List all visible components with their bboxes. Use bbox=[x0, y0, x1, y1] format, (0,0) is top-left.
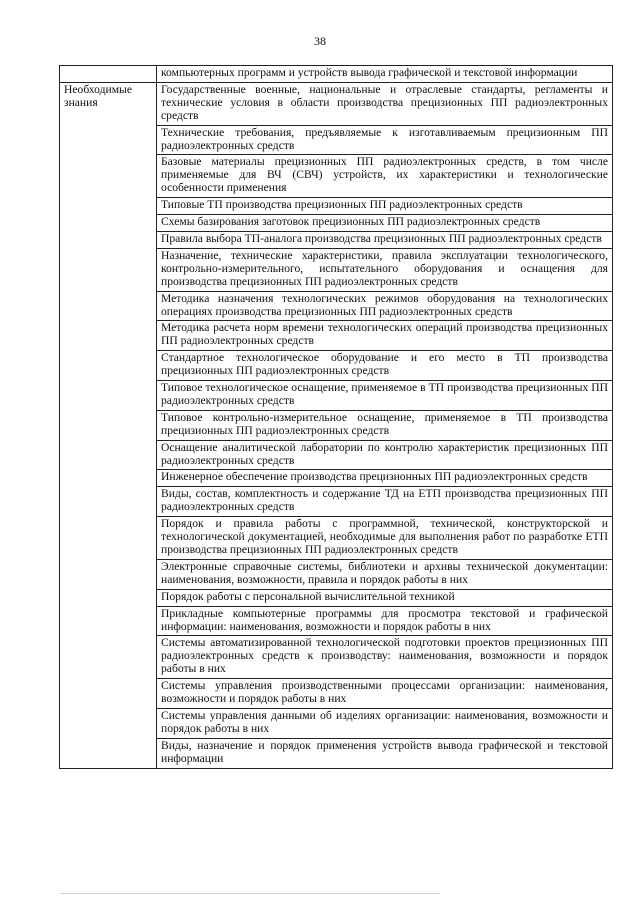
knowledge-item: Базовые материалы прецизионных ПП радиоэлектронных средств, в том числе применяемые для ВЧ (СВЧ) устройств, их характеристики и технологические особенности применения bbox=[157, 155, 613, 198]
knowledge-item: Правила выбора ТП-аналога производства прецизионных ПП радиоэлектронных средств bbox=[157, 231, 613, 248]
knowledge-item: Типовые ТП производства прецизионных ПП радиоэлектронных средств bbox=[157, 198, 613, 215]
knowledge-item: Схемы базирования заготовок прецизионных ПП радиоэлектронных средств bbox=[157, 215, 613, 232]
page-bottom-divider bbox=[60, 893, 440, 894]
knowledge-item: Методика расчета норм времени технологических операций производства прецизионных ПП радиоэлектронных средств bbox=[157, 321, 613, 351]
knowledge-item: Системы управления производственными процессами организации: наименования, возможности и порядок работы в них bbox=[157, 679, 613, 709]
table-row bbox=[60, 82, 613, 125]
knowledge-item: Виды, назначение и порядок применения устройств вывода графической и текстовой информации bbox=[157, 738, 613, 768]
empty-label-cell bbox=[60, 66, 157, 83]
page-number: 38 bbox=[314, 34, 326, 48]
knowledge-item: Электронные справочные системы, библиотеки и архивы технической документации: наименования, возможности, правила и порядок работы в них bbox=[157, 559, 613, 589]
knowledge-item: Порядок и правила работы с программной, технической, конструкторской и технологической документацией, необходимые для выполнения работ по разработке ЕТП производства прецизионных ПП радиоэлектронных средств bbox=[157, 517, 613, 560]
knowledge-table bbox=[59, 65, 613, 769]
knowledge-item: Типовое технологическое оснащение, применяемое в ТП производства прецизионных ПП радиоэлектронных средств bbox=[157, 381, 613, 411]
knowledge-item: Порядок работы с персональной вычислительной техникой bbox=[157, 589, 613, 606]
knowledge-item: Методика назначения технологических режимов оборудования на технологических операциях производства прецизионных ПП радиоэлектронных средств bbox=[157, 291, 613, 321]
knowledge-item: Стандартное технологическое оборудование и его место в ТП производства прецизионных ПП радиоэлектронных средств bbox=[157, 351, 613, 381]
section-label: Необходимые знания bbox=[60, 82, 157, 768]
knowledge-item: Прикладные компьютерные программы для просмотра текстовой и графической информации: наименования, возможности и порядок работы в них bbox=[157, 606, 613, 636]
continued-text-cell: компьютерных программ и устройств вывода графической и текстовой информации bbox=[157, 66, 613, 83]
knowledge-item: Системы управления данными об изделиях организации: наименования, возможности и порядок работы в них bbox=[157, 708, 613, 738]
knowledge-item: Типовое контрольно-измерительное оснащение, применяемое в ТП производства прецизионных ПП радиоэлектронных средств bbox=[157, 410, 613, 440]
knowledge-item: Системы автоматизированной технологической подготовки проектов прецизионных ПП радиоэлектронных средств к производству: наименования, возможности и порядок работы в них bbox=[157, 636, 613, 679]
knowledge-item: Инженерное обеспечение производства прецизионных ПП радиоэлектронных средств bbox=[157, 470, 613, 487]
knowledge-item: Технические требования, предъявляемые к изготавливаемым прецизионным ПП радиоэлектронных средств bbox=[157, 125, 613, 155]
table-row bbox=[60, 66, 613, 83]
knowledge-item: Виды, состав, комплектность и содержание ТД на ЕТП производства прецизионных ПП радиоэлектронных средств bbox=[157, 487, 613, 517]
knowledge-item: Оснащение аналитической лаборатории по контролю характеристик прецизионных ПП радиоэлектронных средств bbox=[157, 440, 613, 470]
knowledge-item: Государственные военные, национальные и отраслевые стандарты, регламенты и технические условия в области производства прецизионных ПП радиоэлектронных средств bbox=[157, 82, 613, 125]
knowledge-item: Назначение, технические характеристики, правила эксплуатации технологического, контрольно-измерительного, испытательного оборудования и оснащения для производства прецизионных ПП радиоэлектронных средств bbox=[157, 248, 613, 291]
